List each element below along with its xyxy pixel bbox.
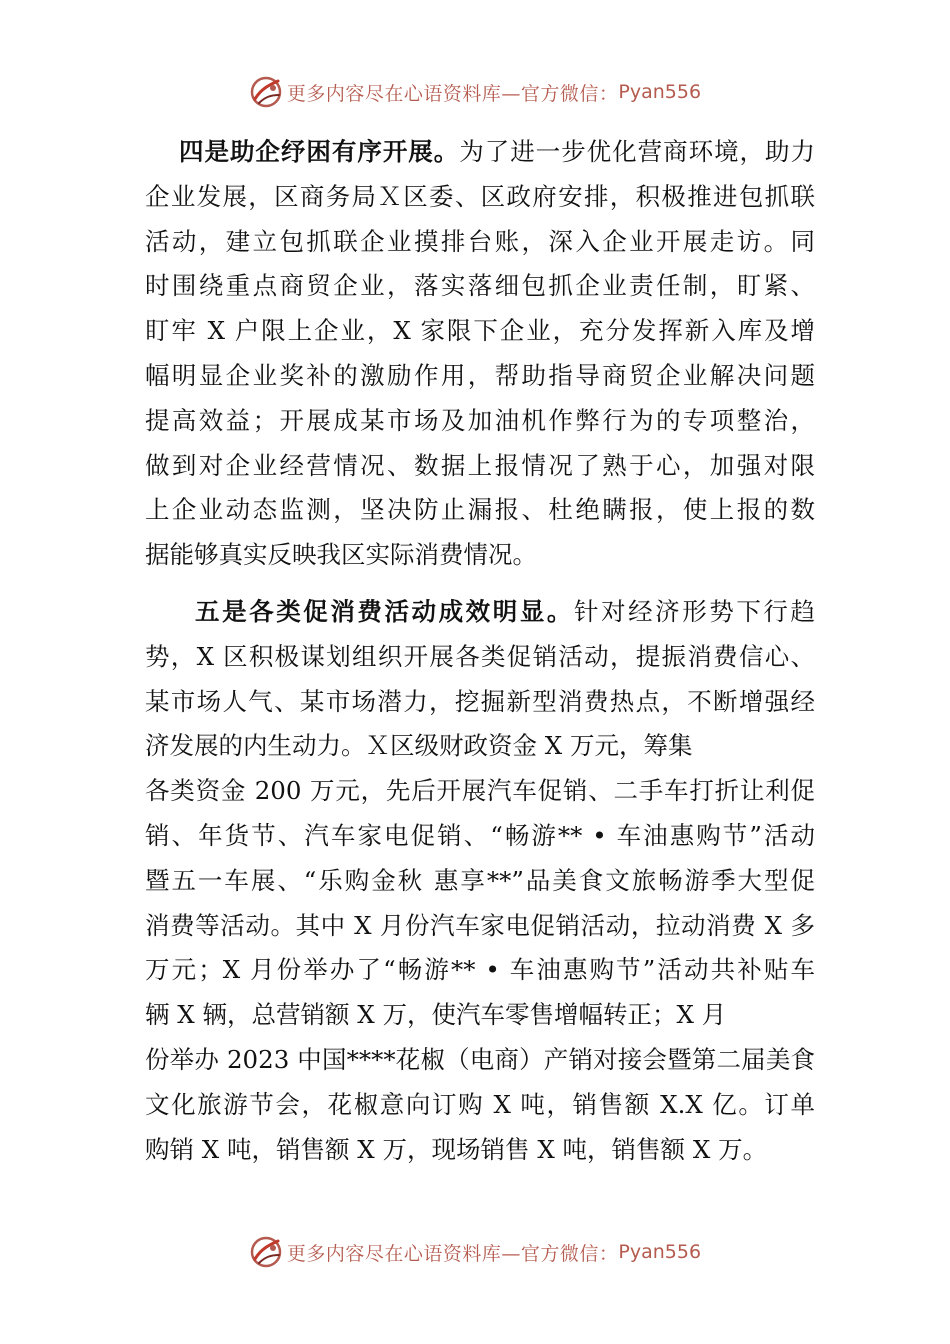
paragraph-line: 销、年货节、汽车家电促销、“畅游** • 车油惠购节”活动 [145,820,815,850]
banner-text: 更多内容尽在心语资料库—官方微信： [286,82,619,105]
paragraph-line: 企业发展，区商务局Ｘ区委、区政府安排，积极推进包抓联 [145,181,815,211]
paragraph-line: 四是助企纾困有序开展。为了进一步优化营商环境，助力 [179,137,816,166]
footer-banner [0,1232,950,1272]
paragraph-section-5 [145,590,815,1172]
logo-icon [249,75,283,109]
paragraph-line: 消费等活动。其中 X 月份汽车家电促销活动，拉动消费 X 多 [145,910,815,940]
section-heading: 四是助企纾困有序开展。 [179,137,460,166]
paragraph-section-4 [145,130,815,578]
banner-wechat-id: Pyan556 [618,81,702,103]
paragraph-line: 据能够真实反映我区实际消费情况。 [145,540,537,570]
paragraph-line: 济发展的内生动力。Ｘ区级财政资金 X 万元，筹集 [145,731,693,761]
logo-icon [249,1235,283,1269]
paragraph-line: 万元；X 月份举办了“畅游** • 车油惠购节”活动共补贴车 [145,955,815,985]
paragraph-line: 份举办 2023 中国****花椒（电商）产销对接会暨第二届美食 [145,1044,815,1074]
paragraph-line: 势，X 区积极谋划组织开展各类促销活动，提振消费信心、 [145,641,815,671]
header-banner [0,72,950,112]
paragraph-line: 某市场人气、某市场潜力，挖掘新型消费热点，不断增强经 [145,686,815,716]
banner-wechat-id: Pyan556 [618,1241,702,1263]
paragraph-line: 购销 X 吨，销售额 X 万，现场销售 X 吨，销售额 X 万。 [145,1134,768,1164]
paragraph-line: 幅明显企业奖补的激励作用，帮助指导商贸企业解决问题 [145,360,815,390]
paragraph-line: 辆 X 辆，总营销额 X 万，使汽车零售增幅转正；X 月 [145,1000,727,1030]
paragraph-line: 文化旅游节会，花椒意向订购 X 吨，销售额 X.X 亿。订单 [145,1089,815,1119]
paragraph-line: 暨五一车展、“乐购金秋 惠享**”品美食文旅畅游季大型促 [145,865,815,895]
paragraph-line: 盯牢 X 户限上企业，X 家限下企业，充分发挥新入库及增 [145,316,815,346]
paragraph-line: 活动，建立包抓联企业摸排台账，深入企业开展走访。同 [145,226,815,256]
paragraph-line: 提高效益；开展成某市场及加油机作弊行为的专项整治， [145,405,815,435]
paragraph-line: 上企业动态监测，坚决防止漏报、杜绝瞒报，使上报的数 [145,495,815,525]
document-body [145,130,815,1172]
paragraph-line: 各类资金 200 万元，先后开展汽车促销、二手车打折让利促 [145,776,815,806]
section-heading: 五是各类促消费活动成效明显。 [195,596,574,626]
paragraph-line: 做到对企业经营情况、数据上报情况了熟于心，加强对限 [145,450,815,480]
banner-text: 更多内容尽在心语资料库—官方微信： [286,1242,619,1265]
paragraph-line: 五是各类促消费活动成效明显。针对经济形势下行趋 [195,596,815,626]
paragraph-line: 时围绕重点商贸企业，落实落细包抓企业责任制，盯紧、 [145,271,815,301]
